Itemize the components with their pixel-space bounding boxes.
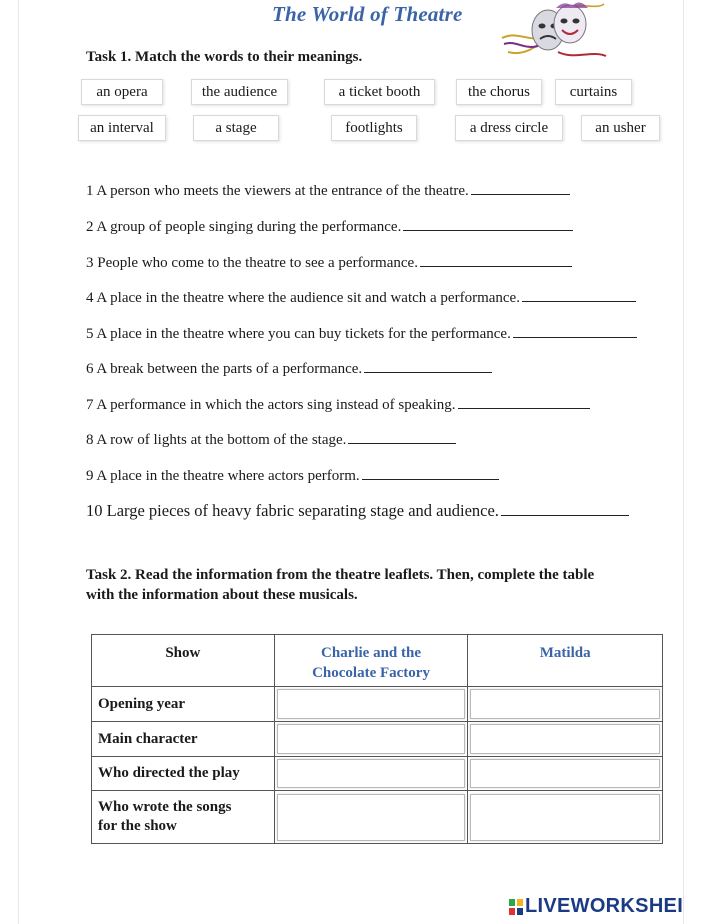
answer-blank-9[interactable] [362, 467, 499, 480]
word-box-an-interval: an interval [78, 115, 166, 141]
row-label-main-character: Main character [92, 722, 275, 757]
word-box-an-usher: an usher [581, 115, 660, 141]
task2-heading: Task 2. Read the information from the theatre leaflets. Then, complete the table with the information about these musicals. [86, 567, 595, 603]
answer-blank-10[interactable] [501, 503, 629, 516]
question-3: 3 People who come to the theatre to see a performance. [86, 254, 572, 272]
table-header-charlie: Charlie and the Chocolate Factory [274, 635, 468, 687]
answer-blank-8[interactable] [348, 431, 456, 444]
question-1: 1 A person who meets the viewers at the entrance of the theatre. [86, 182, 570, 200]
answer-blank-5[interactable] [513, 325, 637, 338]
theatre-masks-icon [498, 0, 610, 62]
answer-blank-4[interactable] [522, 289, 636, 302]
word-box-footlights: footlights [331, 115, 417, 141]
question-4: 4 A place in the theatre where the audience sit and watch a performance. [86, 289, 636, 307]
answer-cell-matilda-opening-year[interactable] [470, 689, 660, 719]
answer-blank-7[interactable] [458, 396, 590, 409]
row-label-director: Who directed the play [92, 757, 275, 791]
question-2: 2 A group of people singing during the performance. [86, 218, 573, 236]
answer-cell-matilda-director[interactable] [470, 759, 660, 788]
table-header-show: Show [92, 635, 275, 687]
answer-cell-charlie-director[interactable] [277, 759, 466, 788]
answer-blank-3[interactable] [420, 254, 572, 267]
question-6: 6 A break between the parts of a performance. [86, 360, 492, 378]
row-label-opening-year: Opening year [92, 687, 275, 722]
word-box-an-opera: an opera [81, 79, 163, 105]
question-7: 7 A performance in which the actors sing instead of speaking. [86, 396, 590, 414]
word-box-curtains: curtains [555, 79, 632, 105]
word-box-the-audience: the audience [191, 79, 288, 105]
page-title: The World of Theatre [272, 2, 463, 26]
liveworksheets-brand: LIVEWORKSHEI [509, 895, 683, 918]
question-5: 5 A place in the theatre where you can buy tickets for the performance. [86, 325, 637, 343]
answer-cell-charlie-songwriter[interactable] [277, 794, 466, 841]
answer-blank-6[interactable] [364, 360, 492, 373]
word-box-a-stage: a stage [193, 115, 279, 141]
question-10: 10 Large pieces of heavy fabric separating stage and audience. [86, 502, 629, 520]
musicals-table [91, 634, 663, 844]
page-edge-left [18, 0, 19, 924]
table-header-matilda: Matilda [468, 635, 663, 687]
word-box-the-chorus: the chorus [456, 79, 542, 105]
question-9: 9 A place in the theatre where actors perform. [86, 467, 499, 485]
answer-blank-1[interactable] [471, 182, 570, 195]
answer-blank-2[interactable] [403, 218, 573, 231]
task1-heading: Task 1. Match the words to their meanings. [86, 49, 363, 65]
answer-cell-matilda-songwriter[interactable] [470, 794, 660, 841]
question-8: 8 A row of lights at the bottom of the stage. [86, 431, 456, 449]
answer-cell-matilda-main-character[interactable] [470, 724, 660, 754]
word-box-a-ticket-booth: a ticket booth [324, 79, 435, 105]
row-label-songwriter: Who wrote the songs for the show [92, 791, 275, 844]
page-edge-right [683, 0, 684, 924]
word-box-a-dress-circle: a dress circle [455, 115, 563, 141]
answer-cell-charlie-main-character[interactable] [277, 724, 466, 754]
liveworksheets-logo-icon [509, 899, 523, 915]
answer-cell-charlie-opening-year[interactable] [277, 689, 466, 719]
